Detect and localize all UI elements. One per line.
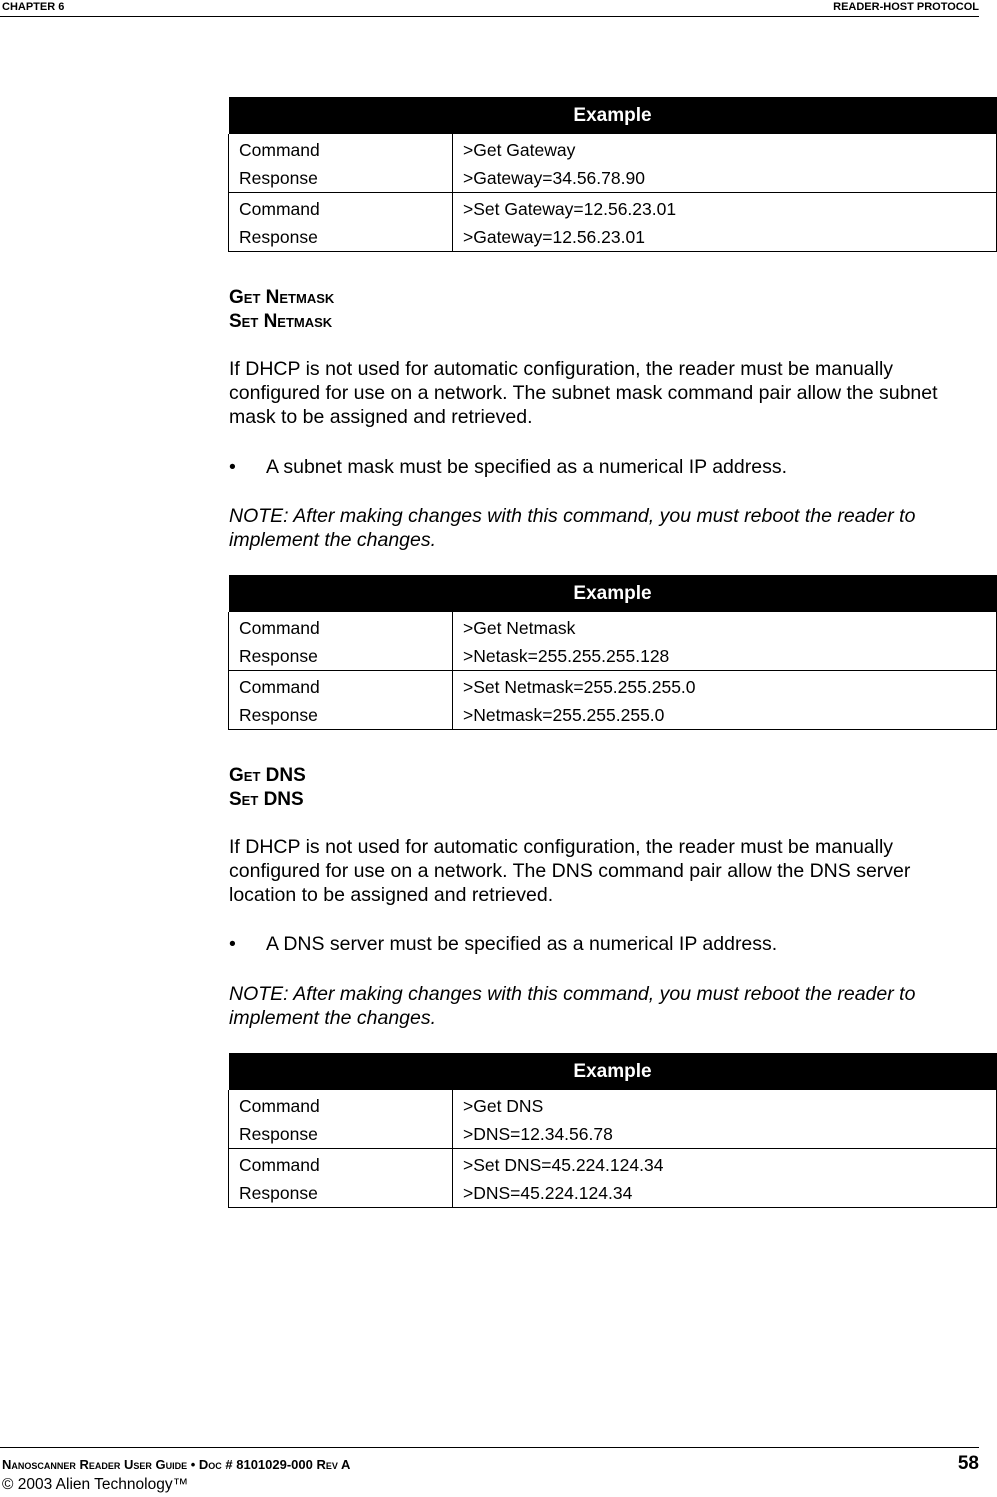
- copyright: © 2003 Alien Technology™: [2, 1476, 189, 1493]
- page-footer: [0, 1447, 979, 1493]
- section-label: READER-HOST PROTOCOL: [833, 1, 979, 13]
- table-cell: >Gateway=12.56.23.01: [453, 223, 997, 252]
- dns-example-table: [228, 1053, 997, 1208]
- table-cell: Command: [229, 612, 453, 642]
- section-heading-set-dns: Set DNS: [229, 789, 304, 810]
- gateway-example-table: [228, 97, 997, 252]
- table-cell: >Set Gateway=12.56.23.01: [453, 193, 997, 224]
- table-title: Example: [229, 1053, 997, 1090]
- chapter-label: CHAPTER 6: [2, 1, 65, 13]
- bullet-text: A subnet mask must be specified as a numerical IP address.: [266, 456, 787, 478]
- table-cell: Command: [229, 671, 453, 702]
- section-heading-set-netmask: Set Netmask: [229, 311, 333, 332]
- document-id: Nanoscanner Reader User Guide • Doc # 8101029-000 Rev A: [2, 1457, 351, 1472]
- page-header: [0, 0, 979, 17]
- table-cell: Response: [229, 1120, 453, 1149]
- table-cell: >Set DNS=45.224.124.34: [453, 1149, 997, 1180]
- table-cell: Command: [229, 193, 453, 224]
- table-cell: Response: [229, 164, 453, 193]
- dns-paragraph: If DHCP is not used for automatic configuration, the reader must be manually configured for use on a network. The DNS command pair allow the DNS server location to be assigned and retrieved.: [229, 836, 911, 906]
- table-cell: >Set Netmask=255.255.255.0: [453, 671, 997, 702]
- table-cell: >Netmask=255.255.255.0: [453, 701, 997, 730]
- table-cell: >Get Netmask: [453, 612, 997, 642]
- table-title: Example: [229, 575, 997, 612]
- table-cell: Response: [229, 642, 453, 671]
- bullet-symbol: •: [229, 933, 236, 955]
- netmask-paragraph: If DHCP is not used for automatic configuration, the reader must be manually configured for use on a network. The subnet mask command pair allow the subnet mask to be assigned and retrieved.: [229, 358, 938, 428]
- page-number: 58: [957, 1453, 979, 1474]
- section-heading-get-netmask: Get Netmask: [229, 287, 335, 308]
- table-cell: Command: [229, 1090, 453, 1120]
- table-cell: Response: [229, 223, 453, 252]
- table-cell: Command: [229, 134, 453, 164]
- table-cell: >Netask=255.255.255.128: [453, 642, 997, 671]
- netmask-example-table: [228, 575, 997, 730]
- bullet-symbol: •: [229, 456, 236, 478]
- table-cell: >Gateway=34.56.78.90: [453, 164, 997, 193]
- table-cell: Response: [229, 1179, 453, 1208]
- table-cell: >Get Gateway: [453, 134, 997, 164]
- dns-note: NOTE: After making changes with this command, you must reboot the reader to implement the changes.: [229, 983, 916, 1029]
- table-title: Example: [229, 97, 997, 134]
- table-cell: >Get DNS: [453, 1090, 997, 1120]
- bullet-text: A DNS server must be specified as a numerical IP address.: [266, 933, 778, 955]
- table-cell: >DNS=45.224.124.34: [453, 1179, 997, 1208]
- section-heading-get-dns: Get DNS: [229, 765, 306, 786]
- table-cell: Response: [229, 701, 453, 730]
- netmask-note: NOTE: After making changes with this command, you must reboot the reader to implement the changes.: [229, 505, 916, 551]
- table-cell: Command: [229, 1149, 453, 1180]
- table-cell: >DNS=12.34.56.78: [453, 1120, 997, 1149]
